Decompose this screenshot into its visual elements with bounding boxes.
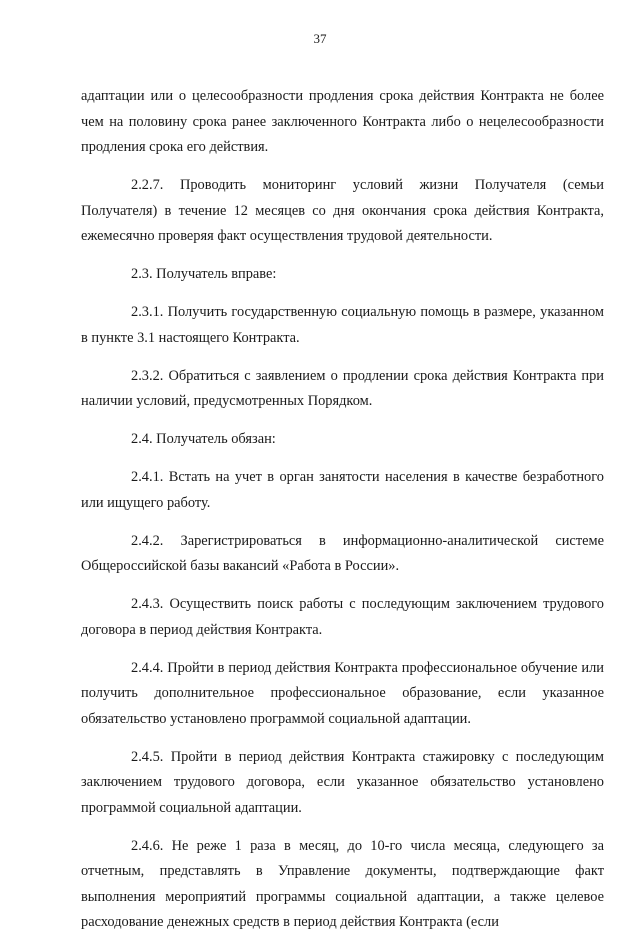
paragraph-continuation: адаптации или о целесообразности продления срока действия Контракта не более чем на половину срока ранее заключенного Контракта либо о нецелесообразности продления срока его действия. <box>81 88 604 155</box>
paragraph-2-4-3: 2.4.3. Осуществить поиск работы с последующим заключением трудового договора в период действия Контракта. <box>81 596 604 638</box>
paragraph-2-4-2: 2.4.2. Зарегистрироваться в информационно-аналитической системе Общероссийской базы вакансий «Работа в России». <box>81 532 604 574</box>
paragraph-2-3-2: 2.3.2. Обратиться с заявлением о продлении срока действия Контракта при наличии условий, предусмотренных Порядком. <box>81 367 604 409</box>
page-number: 37 <box>313 31 327 46</box>
paragraph-2-4-5: 2.4.5. Пройти в период действия Контракта стажировку с последующим заключением трудового договора, если указанное обязательство установлено программой социальной адаптации. <box>81 748 604 816</box>
paragraph-2-2-7: 2.2.7. Проводить мониторинг условий жизни Получателя (семьи Получателя) в течение 12 месяцев со дня окончания срока действия Контракта, ежемесячно проверяя факт осуществления трудовой деятельности. <box>81 177 604 244</box>
document-body <box>81 84 604 948</box>
paragraph-2-4-6: 2.4.6. Не реже 1 раза в месяц, до 10-го числа месяца, следующего за отчетным, представлять в Управление документы, подтверждающие факт выполнения мероприятий программы социальной адаптации, а также целевое расходование денежных средств в период действия Контракта (если <box>81 837 604 930</box>
paragraph-2-4: 2.4. Получатель обязан: <box>131 431 276 447</box>
paragraph-2-4-1: 2.4.1. Встать на учет в орган занятости населения в качестве безработного или ищущего работу. <box>81 469 604 511</box>
paragraph-2-3: 2.3. Получатель вправе: <box>131 266 277 282</box>
paragraph-2-4-4: 2.4.4. Пройти в период действия Контракта профессиональное обучение или получить дополнительное профессиональное образование, если указанное обязательство установлено программой социальной адаптации. <box>81 659 604 727</box>
paragraph-2-3-1: 2.3.1. Получить государственную социальную помощь в размере, указанном в пункте 3.1 настоящего Контракта. <box>81 304 604 346</box>
